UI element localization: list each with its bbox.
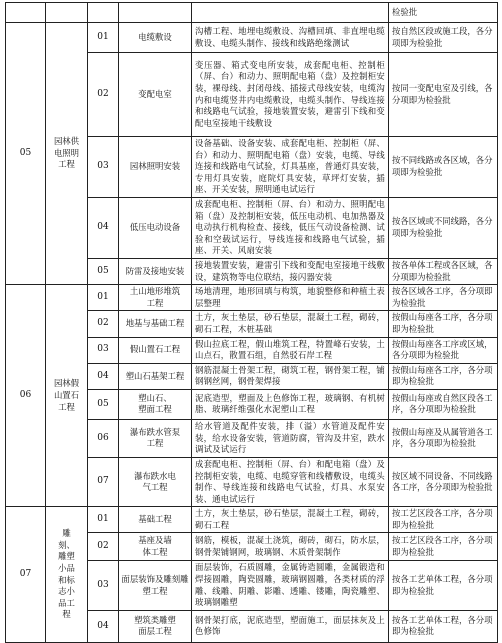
item-content-cell: 变压器、箱式变电所安装，成套配电柜、控制柜（屏、台）和动力、照明配电箱（盘）及控制柜安装，裸母线、封闭母线、插接式母线安装，电缆沟内和电缆竖井内电缆敷设，电缆头制作、导线连接和线路电气试验，接地装置安装，避雷引下线和变配电室接地干线敷设 — [192, 53, 389, 137]
inspection-batch-cell: 按各区域各工序，各分项即为检验批 — [389, 285, 498, 311]
group-name-text: 园林供电照明工程 — [53, 136, 80, 170]
item-name-text: 基座及墙体工程 — [138, 535, 172, 557]
table-row-continued — [6, 3, 498, 23]
item-name-cell — [119, 285, 192, 311]
item-name-cell — [119, 311, 192, 337]
item-number-cell: 05 — [88, 258, 119, 284]
item-content-cell: 钢骨架打底，泥底造型，塑面施工，面层抹灰及上色修饰 — [192, 610, 389, 642]
inspection-batch-cell: 按假山每座各工序，各分项即为检验批 — [389, 311, 498, 337]
item-name-text: 电缆敷设 — [138, 31, 172, 42]
item-name-cell — [119, 337, 192, 363]
item-name-cell — [119, 507, 192, 533]
item-name-text: 低压电动设备 — [129, 222, 181, 233]
item-name-cell — [119, 53, 192, 137]
item-content-cell: 场地清理，地形回填与构筑，地貌整修和种植土表层整理 — [192, 285, 389, 311]
item-content-cell: 钢筋，模板，混凝土浇筑，砌砖，砌石，防水层，钢骨架铺钢网，玻璃钢、木质骨架制作 — [192, 533, 389, 561]
item-name-cell — [119, 258, 192, 284]
item-content-cell: 接地装置安装，避雷引下线和变配电室接地干线敷设，建筑物等电位联结，接闪器安装 — [192, 258, 389, 284]
item-content-cell: 假山拉底工程，假山堆筑工程，特置峰石安装，土山点石，散置石组，自然驳石岸工程 — [192, 337, 389, 363]
group-code-cell: 07 — [6, 507, 46, 643]
item-content-cell: 设备基础、设备安装、成套配电柜、控制柜（屏、台）和动力、照明配电箱（盘）安装，电缆、导线连接和线路电气试验，灯具基座，普通灯具安装，专用灯具安装，庭院灯具安装，草坪灯安装，插座、开关安装，照明通电试运行 — [192, 137, 389, 198]
item-number-cell: 03 — [88, 337, 119, 363]
item-name-cell — [119, 363, 192, 389]
item-name-cell — [119, 533, 192, 561]
table-row — [6, 285, 498, 311]
item-content-cell: 沟槽工程、地埋电缆敷设、沟槽回填、非直埋电缆敷设、电缆头制作、接线和线路绝缘测试 — [192, 23, 389, 53]
inspection-batch-cell: 按区域不同设备、不同线路各工序，各分项即为检验批 — [389, 457, 498, 506]
item-number-cell: 04 — [88, 363, 119, 389]
item-name-cell — [119, 389, 192, 419]
item-name-text: 塑山石、塑面工程 — [138, 392, 172, 415]
item-name-cell — [119, 137, 192, 198]
item-content-cell: 成套配电柜、控制柜（屏、台）和动力、照明配电箱（盘）及控制柜安装，低压电动机、电加热器及电动执行机构检查、接线，低压气动设备检测、试验和空载试运行，导线连接和线路电气试验，插座、开关、风扇安装 — [192, 197, 389, 258]
inspection-batch-cell: 检验批 — [389, 3, 498, 23]
item-name-text: 防雷及接地安装 — [125, 265, 185, 276]
inspection-batch-cell: 按工艺区段各工序，各分项即为检验批 — [389, 507, 498, 533]
item-content-cell: 土方，灰土垫层，砂石垫层，混凝土工程，砌砖，砌石工程，木桩基础 — [192, 311, 389, 337]
item-name-cell — [119, 197, 192, 258]
item-name-text: 变配电室 — [138, 88, 172, 99]
item-number-cell: 04 — [88, 197, 119, 258]
item-name-cell — [119, 457, 192, 506]
item-name-cell — [119, 23, 192, 53]
table-row — [6, 23, 498, 53]
item-name-cell — [119, 610, 192, 642]
item-number-cell: 03 — [88, 137, 119, 198]
inspection-batch-cell: 按假山每座或自然区段各工序，各分项即为检验批 — [389, 389, 498, 419]
group-name-cell — [46, 23, 88, 285]
table-body — [6, 3, 498, 643]
item-name-text: 塑山石基架工程 — [125, 370, 185, 381]
item-content-cell: 给水管道及配件安装，排（溢）水管道及配件安装，给水设备安装，管道防腐，管沟及井室，跌水调试及试运行 — [192, 419, 389, 457]
item-number-cell: 05 — [88, 389, 119, 419]
item-name-text: 地基与基础工程 — [125, 318, 185, 329]
item-name-text: 园林照明安装 — [129, 161, 181, 172]
item-name-text: 假山置石工程 — [129, 344, 181, 355]
item-name-text: 塑筑类雕塑面层工程 — [134, 614, 176, 637]
item-number-cell: 03 — [88, 561, 119, 610]
inspection-batch-cell: 按同一变配电室及引线，各分项即为检验批 — [389, 53, 498, 137]
inspection-batch-cell: 按假山每座各工序或区域，各分项即为检验批 — [389, 337, 498, 363]
item-number-cell: 01 — [88, 23, 119, 53]
inspection-batch-cell: 按假山每座各工序，各分项即为检验批 — [389, 363, 498, 389]
group-code-cell: 06 — [6, 285, 46, 507]
item-number-cell: 01 — [88, 507, 119, 533]
item-content-cell: 面层装饰，石质圆雕，金属铸造圆雕，金属锻造和焊接圆雕，陶瓷圆雕，玻璃钢圆雕，各类材质的浮雕、线雕、阴雕、影雕、透雕、镂雕，陶瓷雕塑、玻璃钢雕塑 — [192, 561, 389, 610]
group-name-cell — [46, 285, 88, 507]
inspection-batch-cell: 按各单体工程或各区域，各分项即为检验批 — [389, 258, 498, 284]
table-row — [6, 507, 498, 533]
item-content-cell: 泥底造型，塑面及上色修饰工程，玻璃钢、有机树脂、玻璃纤维强化水泥塑山工程 — [192, 389, 389, 419]
inspection-batch-cell: 按各区域或不同线路，各分项即为检验批 — [389, 197, 498, 258]
item-name-text: 基础工程 — [138, 514, 172, 525]
item-content-cell: 土方，灰土垫层，砂石垫层，混凝土工程，砌砖，砌石工程 — [192, 507, 389, 533]
item-name-cell — [119, 419, 192, 457]
item-content-cell: 成套配电柜、控制柜（屏、台）和配电箱（盘）及控制柜安装，电缆、电缆穿管和线槽敷设，电缆头制作、导线连接和线路电气试验，灯具、水泵安装、通电试运行 — [192, 457, 389, 506]
item-number-cell: 02 — [88, 53, 119, 137]
item-number-cell: 02 — [88, 311, 119, 337]
inspection-batch-cell: 按工艺区段各工序，各分项即为检验批 — [389, 533, 498, 561]
group-name-text: 园林假山置石工程 — [53, 378, 80, 412]
inspection-batch-cell: 按自然区段或施工段，各分项即为检验批 — [389, 23, 498, 53]
item-number-cell: 01 — [88, 285, 119, 311]
inspection-batch-cell: 按假山每座及从属管道各工序，各分项即为检验批 — [389, 419, 498, 457]
item-content-cell: 钢筋混凝土骨架工程，砌筑工程，钢骨架工程，铺钢钢丝网，钢骨架焊接 — [192, 363, 389, 389]
item-number-cell: 07 — [88, 457, 119, 506]
group-name-cell — [46, 507, 88, 643]
acceptance-division-table — [5, 2, 498, 643]
item-number-cell: 02 — [88, 533, 119, 561]
item-name-text: 瀑布跌水电气工程 — [134, 470, 176, 493]
item-name-cell — [119, 561, 192, 610]
inspection-batch-cell: 按各工艺单体工程，各分项即为检验批 — [389, 561, 498, 610]
group-name-text: 雕刻、雕塑小品和标志小品工程 — [58, 528, 75, 620]
item-name-text: 面层装饰及雕刻雕塑工程 — [121, 574, 189, 596]
inspection-batch-cell: 按不同线路或各区域，各分项即为检验批 — [389, 137, 498, 198]
group-code-cell: 05 — [6, 23, 46, 285]
inspection-batch-cell: 按各工艺单体工程，各分项即为检验批 — [389, 610, 498, 642]
item-number-cell: 04 — [88, 610, 119, 642]
item-name-text: 土山地形堆筑工程 — [129, 286, 181, 308]
item-number-cell: 06 — [88, 419, 119, 457]
item-name-text: 瀑布跌水管泵工程 — [129, 426, 181, 449]
